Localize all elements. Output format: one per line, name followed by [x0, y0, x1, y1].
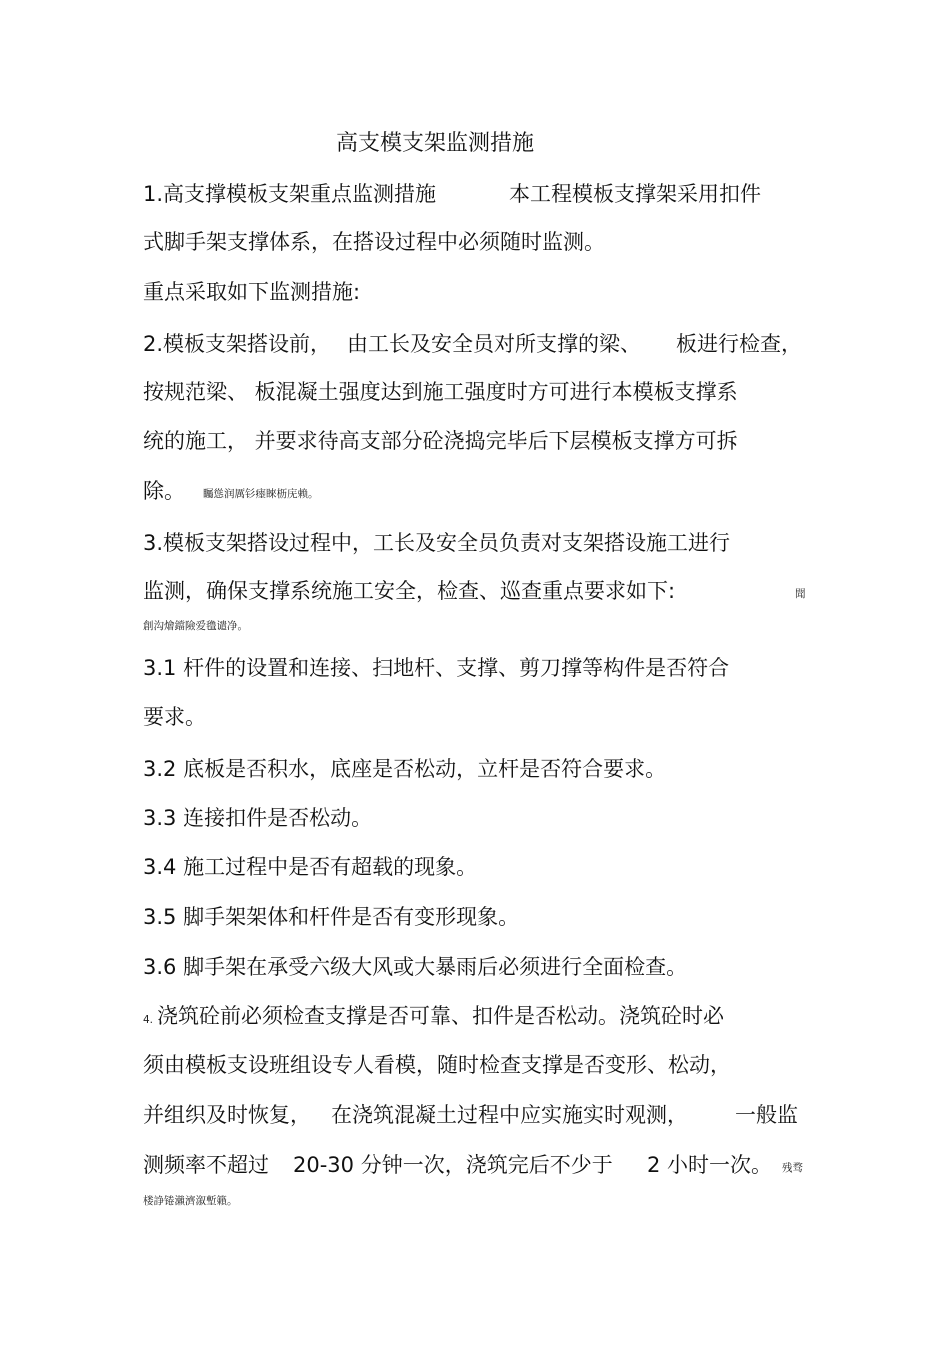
item-number: 4.: [143, 1014, 154, 1026]
text-line: 本工程模板支撑架采用扣件: [509, 182, 761, 206]
garbled-text: 残骛: [782, 1162, 803, 1174]
text-line: 须由模板支设班组设专人看模，随时检查支撑是否变形、松动，: [143, 1053, 731, 1077]
text-line: 板进行检查，: [676, 332, 802, 356]
text-line: 浇筑砼前必须检查支撑是否可靠、扣件是否松动。浇筑砼时必: [157, 1004, 724, 1028]
text-line: 在浇筑混凝土过程中应实施实时观测，: [331, 1103, 688, 1127]
text-line: 要求。: [143, 705, 206, 729]
text-line: 除。: [143, 479, 185, 503]
text-line: 按规范梁、 板混凝土强度达到施工强度时方可进行本模板支撑系: [143, 380, 738, 404]
text-line: 测频率不超过: [143, 1153, 269, 1177]
text-line: 3.模板支架搭设过程中，工长及安全员负责对支架搭设施工进行: [143, 531, 731, 555]
garbled-text: 創沟燴鐺險爱氇谴净。: [143, 620, 248, 632]
garbled-text: 矚慫润厲钐瘗睞枥庑赖。: [203, 488, 319, 500]
text-line: 并组织及时恢复，: [143, 1103, 311, 1127]
text-line: 20-30 分钟一次，浇筑完后不少于: [293, 1153, 613, 1177]
garbled-text: 聞: [795, 588, 806, 600]
text-line: 1.高支撑模板支架重点监测措施: [143, 182, 437, 206]
text-line: 重点采取如下监测措施:: [143, 280, 361, 304]
text-line: 式脚手架支撑体系，在搭设过程中必须随时监测。: [143, 230, 605, 254]
text-line: 3.2 底板是否积水，底座是否松动，立杆是否符合要求。: [143, 757, 667, 781]
text-line: 3.4 施工过程中是否有超载的现象。: [143, 855, 478, 879]
text-line: 2.模板支架搭设前，: [143, 332, 332, 356]
text-line: 一般监: [735, 1103, 798, 1127]
garbled-text: 楼諍锩瀨濟溆塹籟。: [143, 1195, 238, 1207]
text-line: 3.1 杆件的设置和连接、扫地杆、支撑、剪刀撑等构件是否符合: [143, 656, 730, 680]
text-line: 由工长及安全员对所支撑的梁、: [347, 332, 641, 356]
text-line: 3.5 脚手架架体和杆件是否有变形现象。: [143, 905, 520, 929]
document-title: 高支模支架监测措施: [336, 131, 535, 156]
text-line: 3.6 脚手架在承受六级大风或大暴雨后必须进行全面检查。: [143, 955, 688, 979]
text-line: 2 小时一次。: [647, 1153, 773, 1177]
text-line: 监测，确保支撑系统施工安全，检查、巡查重点要求如下:: [143, 579, 676, 603]
text-line: 统的施工， 并要求待高支部分砼浇捣完毕后下层模板支撑方可拆: [143, 429, 738, 453]
text-line: 3.3 连接扣件是否松动。: [143, 806, 373, 830]
